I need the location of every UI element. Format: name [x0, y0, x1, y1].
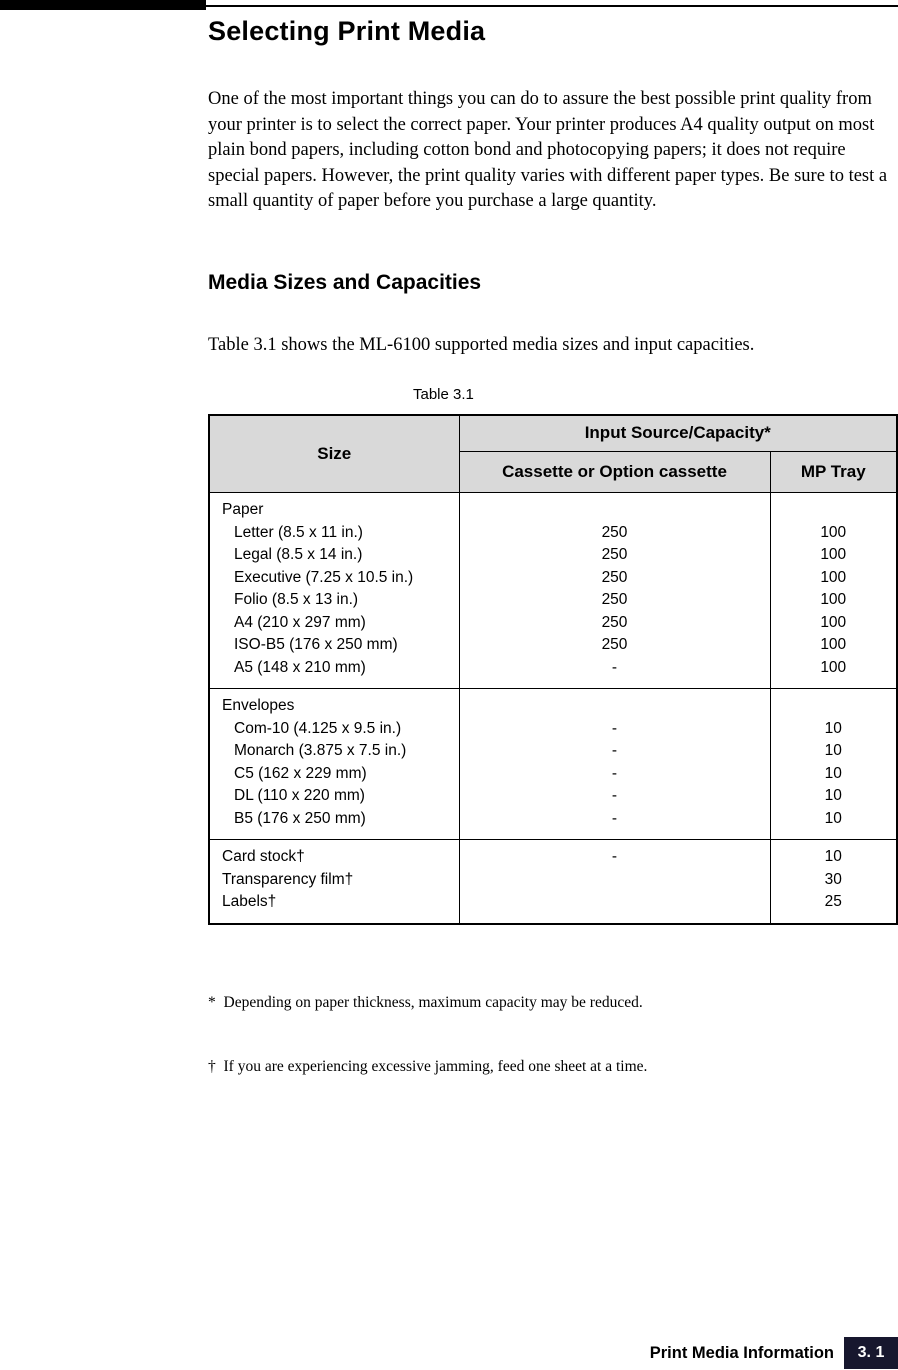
size-column-cell [209, 493, 459, 689]
mp-tray-column-cell [770, 840, 897, 924]
size-entry: Transparency film† [222, 870, 354, 888]
cassette-value: - [611, 658, 618, 676]
cassette-column-cell [459, 689, 770, 840]
blank-line [771, 499, 897, 522]
header-cassette: Cassette or Option cassette [459, 452, 770, 493]
mp-value: 100 [820, 636, 847, 653]
header-mp-tray: MP Tray [770, 452, 897, 493]
size-column-cell [209, 840, 459, 924]
size-entry: C5 (162 x 229 mm) [234, 764, 367, 782]
size-column-cell [209, 689, 459, 840]
size-entry: Monarch (3.875 x 7.5 in.) [234, 742, 407, 759]
mp-tray-column-cell [770, 689, 897, 840]
top-bar [0, 0, 206, 10]
size-entry: B5 (176 x 250 mm) [234, 809, 366, 827]
mp-value: 10 [824, 719, 842, 737]
cassette-value [460, 869, 770, 892]
size-entry: Letter (8.5 x 11 in.) [234, 523, 363, 541]
table-caption: Table 3.1 [413, 385, 474, 403]
mp-value: 100 [820, 658, 847, 676]
cassette-column-cell [459, 493, 770, 689]
group-label: Paper [222, 501, 264, 518]
mp-value: 25 [824, 893, 842, 910]
content-area [208, 0, 898, 1121]
table-group-specialty [209, 840, 897, 924]
mp-value: 100 [820, 591, 847, 608]
cassette-value: - [611, 787, 618, 804]
size-entry: Executive (7.25 x 10.5 in.) [234, 568, 414, 586]
mp-value: 100 [820, 546, 847, 563]
cassette-value: 250 [601, 546, 628, 563]
table-group-paper [209, 493, 897, 689]
header-size: Size [209, 415, 459, 493]
cassette-value: 250 [601, 568, 628, 586]
cassette-value: 250 [601, 636, 628, 653]
mp-value: 10 [824, 787, 842, 804]
blank-line [460, 499, 770, 522]
size-entry: A4 (210 x 297 mm) [234, 613, 366, 631]
mp-value: 10 [824, 809, 842, 827]
group-label: Envelopes [222, 697, 295, 714]
cassette-value [460, 891, 770, 914]
mp-value: 10 [824, 764, 842, 782]
size-entry: A5 (148 x 210 mm) [234, 658, 366, 676]
blank-line [460, 695, 770, 718]
cassette-value: - [611, 848, 618, 865]
blank-line [771, 695, 897, 718]
size-entry: Legal (8.5 x 14 in.) [234, 546, 363, 563]
table-header-row-1 [209, 415, 897, 452]
page-footer [650, 1337, 898, 1369]
footnotes [208, 949, 898, 1121]
table-group-envelopes [209, 689, 897, 840]
footer-section-label: Print Media Information [649, 1343, 834, 1362]
footnote-dagger: † If you are experiencing excessive jamming, feed one sheet at a time. [208, 1058, 648, 1075]
intro-paragraph: One of the most important things you can do to assure the best possible print quality from your printer is to select the correct paper. Your printer produces A4 quality output on most plain bond papers, including cotton bond and photocopying papers; it does not require special papers. However, the print quality varies with different paper types. Be sure to test a small quantity of paper before you purchase a large quantity. [208, 89, 888, 211]
size-entry: Labels† [222, 893, 277, 910]
mp-value: 100 [820, 568, 847, 586]
header-input-source: Input Source/Capacity* [459, 415, 897, 452]
mp-value: 10 [824, 848, 842, 865]
size-entry: Folio (8.5 x 13 in.) [234, 591, 359, 608]
cassette-value: - [611, 719, 618, 737]
section-heading: Media Sizes and Capacities [208, 270, 482, 294]
size-entry: Card stock† [222, 848, 305, 865]
cassette-column-cell [459, 840, 770, 924]
footnote-asterisk: * Depending on paper thickness, maximum capacity may be reduced. [208, 993, 643, 1011]
cassette-value: 250 [601, 523, 628, 541]
size-entry: DL (110 x 220 mm) [234, 787, 365, 804]
size-entry: ISO-B5 (176 x 250 mm) [234, 636, 398, 653]
media-sizes-table [208, 414, 898, 925]
cassette-value: - [611, 742, 618, 759]
mp-tray-column-cell [770, 493, 897, 689]
cassette-value: - [611, 809, 618, 827]
page-number-badge: 3. 1 [844, 1337, 898, 1369]
cassette-value: - [611, 764, 618, 782]
size-entry: Com-10 (4.125 x 9.5 in.) [234, 719, 402, 737]
mp-value: 100 [820, 523, 847, 541]
mp-value: 10 [824, 742, 842, 759]
mp-value: 30 [824, 870, 842, 888]
cassette-value: 250 [601, 613, 628, 631]
cassette-value: 250 [601, 591, 628, 608]
page-title: Selecting Print Media [208, 16, 486, 46]
section-intro: Table 3.1 shows the ML-6100 supported media sizes and input capacities. [208, 334, 755, 355]
mp-value: 100 [820, 613, 847, 631]
